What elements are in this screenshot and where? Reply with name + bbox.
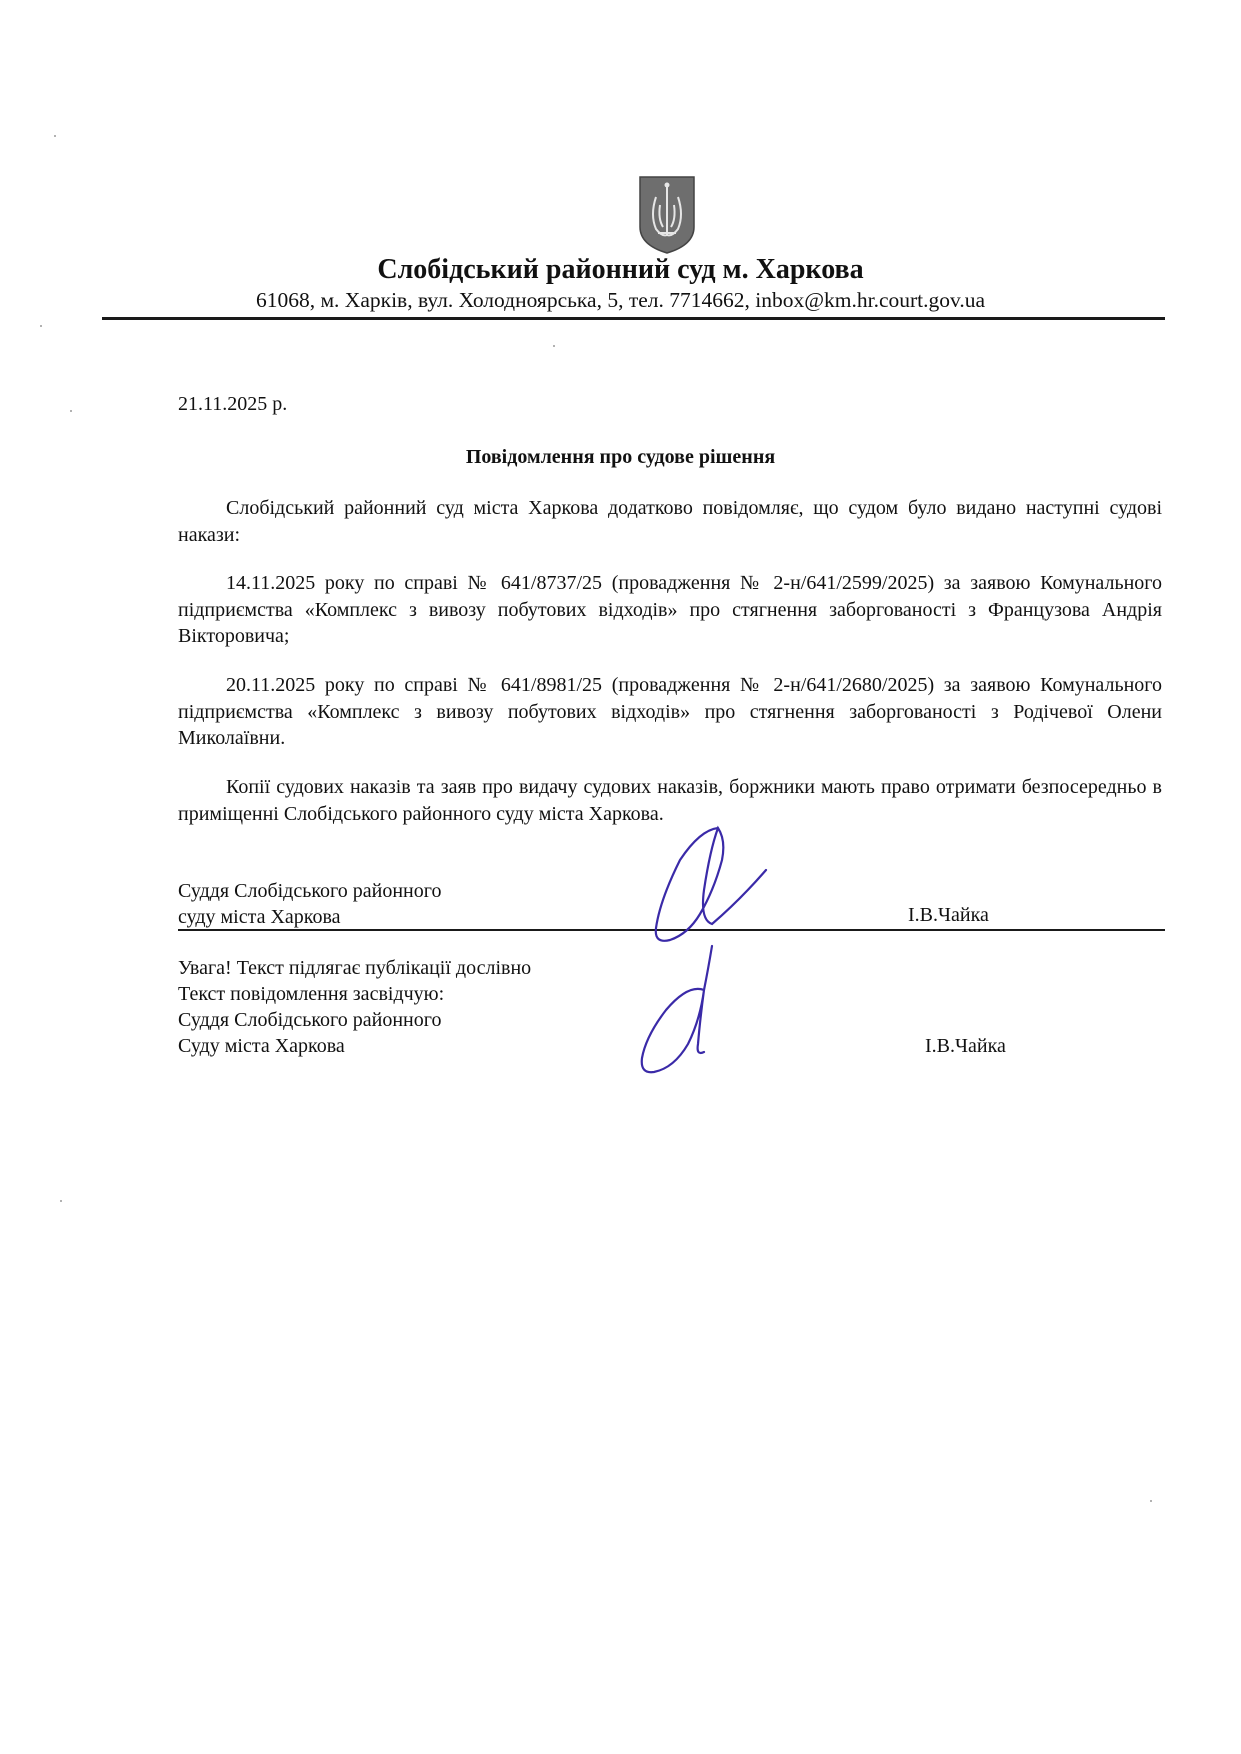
document-title: Повідомлення про судове рішення: [465, 446, 776, 468]
paragraph-intro: Слобідський районний суд міста Харкова додатково повідомляє, що судом було видано наступні судові накази:: [178, 497, 1162, 546]
tryzub-emblem-icon: [638, 175, 696, 255]
scan-speck: [40, 325, 42, 327]
paragraph-order-2: 20.11.2025 року по справі № 641/8981/25 (провадження № 2-н/641/2680/2025) за заявою Комунального підприємства «Комплекс з вивозу побутових відходів» про стягнення заборгованості з Родічевої Олени Миколаївни.: [178, 674, 1162, 749]
paragraph-copies: Копії судових наказів та заяв про видачу судових наказів, боржники мають право отримати безпосередньо в приміщенні Слобідського районного суду міста Харкова.: [178, 776, 1162, 825]
notice-line-2: Текст повідомлення засвідчую:: [178, 983, 445, 1005]
judge-title-line-2: суду міста Харкова: [178, 906, 341, 928]
scan-speck: [70, 410, 72, 412]
scan-speck: [54, 135, 56, 137]
notice-line-3: Суддя Слобідського районного: [178, 1009, 442, 1031]
notice-line-1: Увага! Текст підлягає публікації дослівно: [178, 957, 532, 979]
header-divider: [102, 317, 1165, 320]
judge-title: [178, 878, 441, 930]
certification-notice: [178, 955, 531, 1059]
handwritten-signature-icon: [630, 940, 740, 1080]
paragraph-order-1: 14.11.2025 року по справі № 641/8737/25 (провадження № 2-н/641/2599/2025) за заявою Комунального підприємства «Комплекс з вивозу побутових відходів» про стягнення заборгованості з Французова Андрія Вікторовича;: [178, 572, 1162, 647]
scan-speck: [1150, 1500, 1152, 1502]
judge-name: І.В.Чайка: [908, 904, 989, 926]
handwritten-signature-icon: [640, 810, 780, 950]
document-date: 21.11.2025 р.: [178, 393, 288, 415]
court-name-heading: Слобідський районний суд м. Харкова: [377, 254, 864, 285]
judge-title-line-1: Суддя Слобідського районного: [178, 880, 442, 902]
scan-speck: [553, 345, 555, 347]
certifying-judge-name: І.В.Чайка: [925, 1035, 1006, 1057]
notice-line-4: Суду міста Харкова: [178, 1035, 345, 1057]
court-address: 61068, м. Харків, вул. Холодноярська, 5, тел. 7714662, inbox@km.hr.court.gov.ua: [255, 288, 986, 312]
scan-speck: [60, 1200, 62, 1202]
